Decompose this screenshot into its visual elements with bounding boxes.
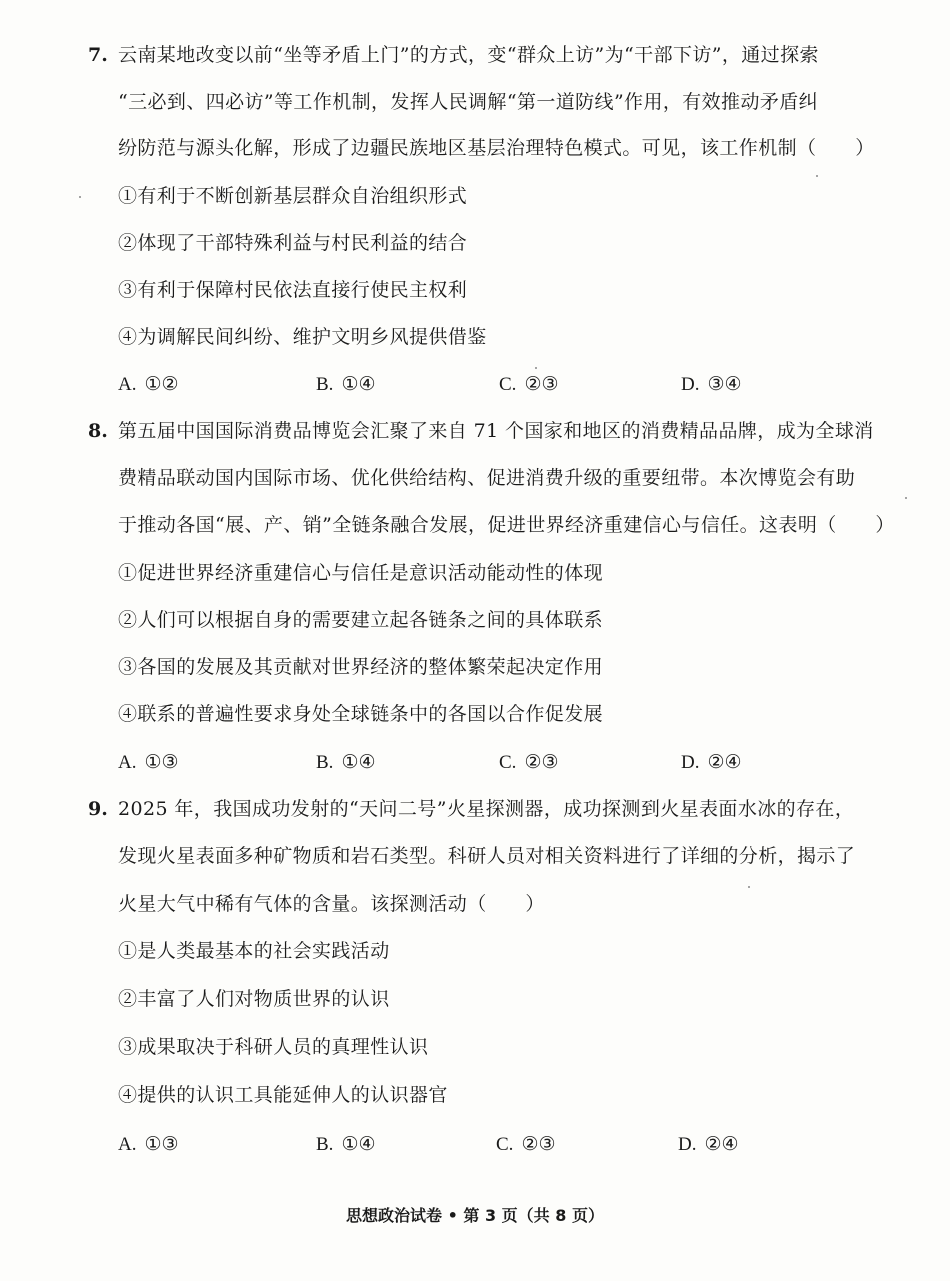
statement-4: ④为调解民间纠纷、维护文明乡风提供借鉴 (118, 326, 487, 348)
statement-4: ④提供的认识工具能延伸人的认识器官 (118, 1084, 448, 1106)
option-c (499, 749, 559, 776)
option-letter: B. (316, 752, 334, 773)
statement-2: ②丰富了人们对物质世界的认识 (118, 988, 390, 1010)
statement-3: ③各国的发展及其贡献对世界经济的整体繁荣起决定作用 (118, 656, 604, 678)
option-value: ②③ (524, 751, 559, 773)
option-b (316, 1131, 376, 1158)
question-stem-line: 2025 年，我国成功发射的“天问二号”火星探测器，成功探测到火星表面水冰的存在， (118, 798, 855, 820)
option-letter: C. (496, 1134, 514, 1155)
option-letter: B. (316, 1134, 334, 1155)
option-letter: B. (316, 374, 334, 395)
option-a (118, 1131, 179, 1158)
option-d (681, 371, 742, 398)
statement-4: ④联系的普遍性要求身处全球链条中的各国以合作促发展 (118, 703, 604, 725)
statement-3: ③成果取决于科研人员的真理性认识 (118, 1036, 429, 1058)
scan-speck (79, 196, 81, 198)
scan-speck (816, 175, 818, 177)
question-stem-line: 发现火星表面多种矿物质和岩石类型。科研人员对相关资料进行了详细的分析，揭示了 (118, 845, 856, 867)
statement-1: ①促进世界经济重建信心与信任是意识活动能动性的体现 (118, 562, 604, 584)
statement-2: ②体现了干部特殊利益与村民利益的结合 (118, 232, 468, 254)
question-stem-line: 云南某地改变以前“坐等矛盾上门”的方式，变“群众上访”为“干部下访”，通过探索 (118, 44, 819, 66)
question-stem-line: 费精品联动国内国际市场、优化供给结构、促进消费升级的重要纽带。本次博览会有助 (118, 467, 856, 489)
question-stem-line: “三必到、四必访”等工作机制，发挥人民调解“第一道防线”作用，有效推动矛盾纠 (118, 91, 819, 113)
option-d (678, 1131, 739, 1158)
option-letter: D. (681, 374, 700, 395)
option-a (118, 371, 179, 398)
option-a (118, 749, 179, 776)
option-letter: A. (118, 374, 137, 395)
statement-2: ②人们可以根据自身的需要建立起各链条之间的具体联系 (118, 609, 604, 631)
option-value: ①② (144, 373, 179, 395)
option-letter: C. (499, 752, 517, 773)
option-value: ③④ (707, 373, 742, 395)
option-value: ①③ (144, 1133, 179, 1155)
option-value: ②④ (704, 1133, 739, 1155)
option-value: ①③ (144, 751, 179, 773)
scan-speck (535, 367, 537, 369)
statement-1: ①是人类最基本的社会实践活动 (118, 940, 390, 962)
option-value: ②③ (521, 1133, 556, 1155)
question-number: 7. (88, 44, 108, 66)
question-stem-line: 纷防范与源头化解，形成了边疆民族地区基层治理特色模式。可见，该工作机制（ ） (118, 137, 875, 159)
statement-3: ③有利于保障村民依法直接行使民主权利 (118, 279, 468, 301)
option-c (496, 1131, 556, 1158)
option-value: ②③ (524, 373, 559, 395)
option-letter: D. (681, 752, 700, 773)
option-letter: C. (499, 374, 517, 395)
option-d (681, 749, 742, 776)
question-stem-line: 第五届中国国际消费品博览会汇聚了来自 71 个国家和地区的消费精品品牌，成为全球消 (118, 420, 874, 442)
option-b (316, 371, 376, 398)
option-letter: D. (678, 1134, 697, 1155)
option-letter: A. (118, 1134, 137, 1155)
question-stem-line: 于推动各国“展、产、销”全链条融合发展，促进世界经济重建信心与信任。这表明（ ） (118, 514, 895, 536)
option-value: ①④ (341, 1133, 376, 1155)
page-footer: 思想政治试卷 • 第 3 页（共 8 页） (346, 1206, 604, 1225)
option-b (316, 749, 376, 776)
scan-speck (905, 497, 907, 499)
option-letter: A. (118, 752, 137, 773)
question-stem-line: 火星大气中稀有气体的含量。该探测活动（ ） (118, 893, 545, 915)
option-value: ①④ (341, 373, 376, 395)
question-number: 8. (88, 420, 108, 442)
scan-speck (748, 886, 750, 888)
statement-1: ①有利于不断创新基层群众自治组织形式 (118, 185, 468, 207)
option-value: ①④ (341, 751, 376, 773)
option-c (499, 371, 559, 398)
option-value: ②④ (707, 751, 742, 773)
question-number: 9. (88, 798, 108, 820)
